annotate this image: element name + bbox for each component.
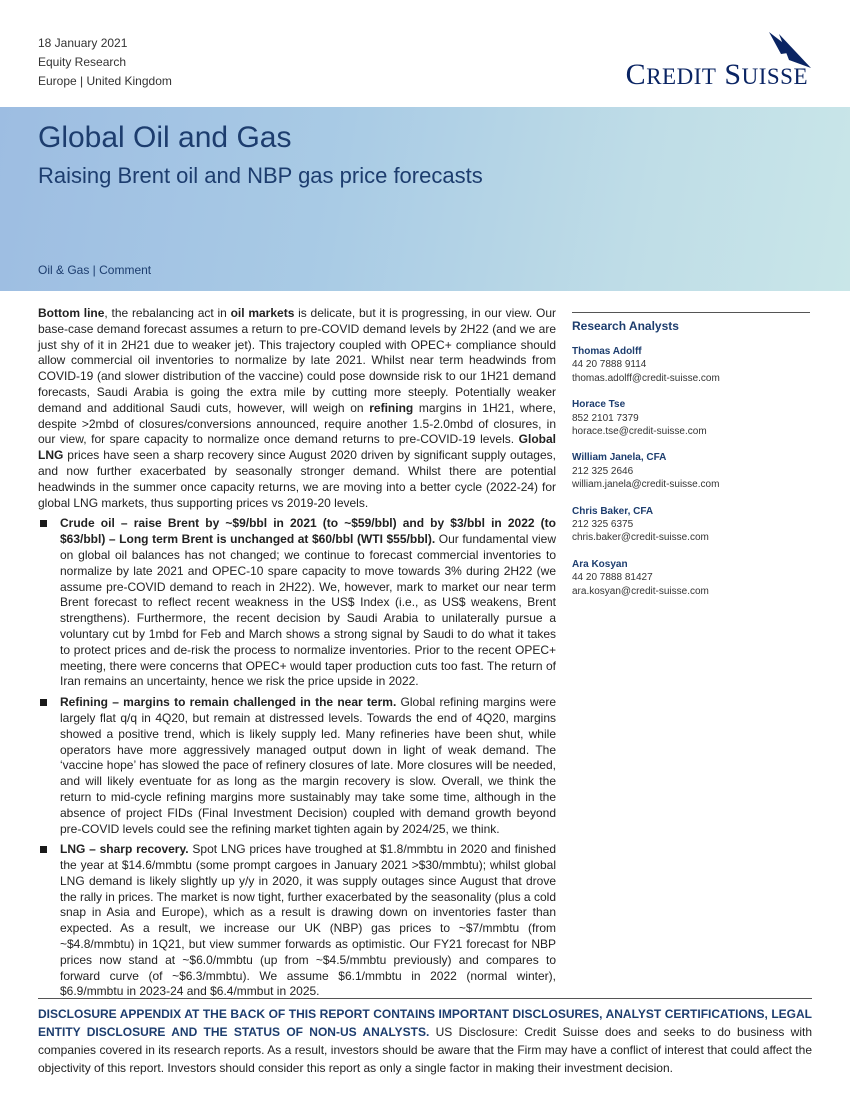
analyst-email-link[interactable]: chris.baker@credit-suisse.com	[572, 532, 709, 544]
bullet-square-icon	[40, 846, 47, 853]
bullet-text: Global refining margins were largely flat q/q in 4Q20, but remain at distressed levels. Towards the end of 4Q20, margins showed a positive trend, which is likely supply led. Many refineries have been shut, while operators have more aggressively managed output down in light of weak demand. The ‘vaccine hope’ has slowed the pace of refinery closures of late. More closures will be needed, and will likely eventuate for as long as the margin recovery is slow. Overall, we think the return to mid-cycle refining margins more sustainably may take some time, although in the absence of project FIDs (Final Investment Decision) coupled with demand growth beyond pre-COVID levels could see the refining market tighten again by 2024/25, we think.	[60, 695, 556, 836]
analyst-card	[572, 558, 810, 598]
bullet-heading: Refining – margins to remain challenged in the near term.	[60, 695, 397, 710]
analyst-card	[572, 398, 810, 438]
bullet-text: Spot LNG prices have troughed at $1.8/mmbtu in 2020 and finished the year at $14.6/mmbtu (some prompt cargoes in January 2021 >$30/mmbtu); whilst global LNG demand is likely slightly up y/y in 2020, it was supply outages since August that drove the rally in prices. The market is now tight, further exacerbated by the seasonality (plus a cold snap in Asia and Europe), which as a result is drawing down on inventories faster than expected. As a result, we increase our UK (NBP) gas prices to ~$7/mmbtu (from ~$4.8/mmbtu) in 1Q21, but view summer forwards as optimistic. Our FY21 forecast for NBP prices now stand at ~$6.0/mmbtu (up from ~$4.5/mmbtu previously) and compares to forward curve (of ~$6.3/mmbtu). We assume $6.1/mmbtu in 2022 (normal winter), $6.9/mmbtu in 2023-24 and $6.4/mmbut in 2025.	[60, 842, 557, 999]
analyst-name: William Janela, CFA	[572, 452, 667, 464]
analyst-card	[572, 451, 810, 491]
intro-paragraph	[38, 306, 556, 511]
title-banner	[0, 107, 850, 291]
key-points-list	[38, 516, 556, 1000]
analyst-phone: 44 20 7888 9114	[572, 359, 647, 371]
logo-letter-c: C	[625, 58, 647, 91]
intro-text-2: is delicate, but it is progressing, in our view. Our base-case demand forecast assumes a return to pre-COVID demand levels by 2H22 (and we are just shy of it in 2H21 due to weaker jet). This trajectory coupled with OPEC+ compliance should allow commercial oil inventories to normalize by late 2021. Whilst near term headwinds from COVID-19 (and slower distribution of the vaccine) could pose downside risk to our 1H21 demand forecasts, Saudi Arabia is going the extra mile by cutting more steeply. Potentially weaker demand and additional Saudi cuts, however, will weigh on	[38, 306, 556, 415]
list-item	[38, 695, 556, 837]
intro-text-1: , the rebalancing act in	[104, 306, 231, 320]
report-date: 18 January 2021	[38, 36, 128, 50]
logo-word-redit: REDIT	[646, 64, 717, 89]
analyst-card	[572, 345, 810, 385]
analyst-name: Ara Kosyan	[572, 558, 628, 570]
sidebar-heading: Research Analysts	[572, 319, 679, 333]
research-analysts-sidebar	[572, 312, 810, 611]
intro-text-4: prices have seen a sharp recovery since August 2020 driven by significant supply outages, and now further exacerbated by seasonally stronger demand. Whilst there are potential headwinds in the summer once capacity returns, we are moving into a better cycle (2022-24) for global LNG markets, thus supporting prices vs 2019-20 levels.	[38, 448, 556, 510]
analyst-phone: 212 325 2646	[572, 465, 634, 477]
analyst-email-link[interactable]: ara.kosyan@credit-suisse.com	[572, 585, 709, 597]
analyst-phone: 212 325 6375	[572, 519, 634, 531]
analyst-phone: 44 20 7888 81427	[572, 572, 653, 584]
list-item	[38, 516, 556, 690]
analyst-name: Thomas Adolff	[572, 346, 642, 357]
analyst-phone: 852 2101 7379	[572, 412, 639, 424]
intro-bold-2: oil markets	[230, 306, 295, 320]
analyst-email-link[interactable]: william.janela@credit-suisse.com	[572, 479, 720, 491]
bullet-heading: LNG – sharp recovery.	[60, 842, 189, 857]
logo-word-uisse: UISSE	[741, 64, 808, 89]
bullet-square-icon	[40, 520, 47, 527]
logo-letter-s: S	[724, 58, 742, 91]
sidebar-divider	[572, 312, 810, 313]
intro-bold-1: Bottom line	[38, 306, 105, 320]
report-meta	[38, 34, 172, 91]
bullet-text: Our fundamental view on global oil balances has not changed; we continue to forecast commercial inventories to normalize by late 2021 and OPEC-10 spare capacity to move towards 3% during 2H22 (we assume pre-COVID demand to reach in 2H22). We, however, mark to market our near term Brent forecast to reflect recent weakness in the US$ Index (i.e., as US$ weakens, Brent strengthens). Furthermore, the recent decision by Saudi Arabia to unilaterally pursue a voluntary cut by 1mbd for Feb and March shows a strong signal by Saudi to do what it takes to protect prices and de-risk the process to normalize inventories. Prior to the recent OPEC+ meeting, there were concerns that OPEC+ would taper production cuts too fast. The return of Iran remains an uncertainty, hence we risk the price upside in 2022.	[60, 532, 556, 689]
intro-text-3: margins in 1H21, where, despite >2mbd of closures/conversions announced, require another 1.5-2.0mbd of closures, in our view, for spare capacity to normalize once demand returns to pre-COVID-19 levels.	[38, 400, 556, 447]
disclosure-text: US Disclosure: Credit Suisse does and seeks to do business with companies covered in its research reports. As a result, investors should be aware that the Firm may have a conflict of interest that could affect the objectivity of this report. Investors should consider this report as only a single factor in making their investment decision.	[38, 1025, 813, 1075]
analyst-email-link[interactable]: thomas.adolff@credit-suisse.com	[572, 372, 720, 384]
analyst-card	[572, 505, 810, 545]
disclosure-caps: DISCLOSURE APPENDIX AT THE BACK OF THIS REPORT CONTAINS IMPORTANT DISCLOSURES, ANALYST CERTIFICATIONS, LEGAL ENTITY DISCLOSURE AND THE STATUS OF NON-US ANALYSTS.	[38, 1007, 812, 1039]
analyst-name: Horace Tse	[572, 399, 626, 411]
analyst-email-link[interactable]: horace.tse@credit-suisse.com	[572, 426, 707, 438]
list-item	[38, 842, 556, 1000]
credit-suisse-logo	[626, 58, 808, 92]
report-title: Global Oil and Gas	[38, 121, 292, 154]
bullet-square-icon	[40, 699, 47, 706]
report-subtitle: Raising Brent oil and NBP gas price forecasts	[38, 163, 483, 188]
bullet-heading: Crude oil – raise Brent by ~$9/bbl in 2021 (to ~$59/bbl) and by $3/bbl in 2022 (to $63/bbl) – Long term Brent is unchanged at $60/bbl (WTI $55/bbl).	[60, 516, 556, 547]
report-region: Europe | United Kingdom	[38, 74, 172, 88]
report-type: Equity Research	[38, 55, 127, 69]
intro-bold-3: refining	[369, 400, 414, 415]
analyst-name: Chris Baker, CFA	[572, 505, 654, 517]
intro-bold-4: Global LNG	[38, 432, 556, 463]
disclosure-footer	[38, 998, 812, 1077]
report-section: Oil & Gas | Comment	[38, 263, 152, 277]
main-body	[38, 306, 556, 1005]
